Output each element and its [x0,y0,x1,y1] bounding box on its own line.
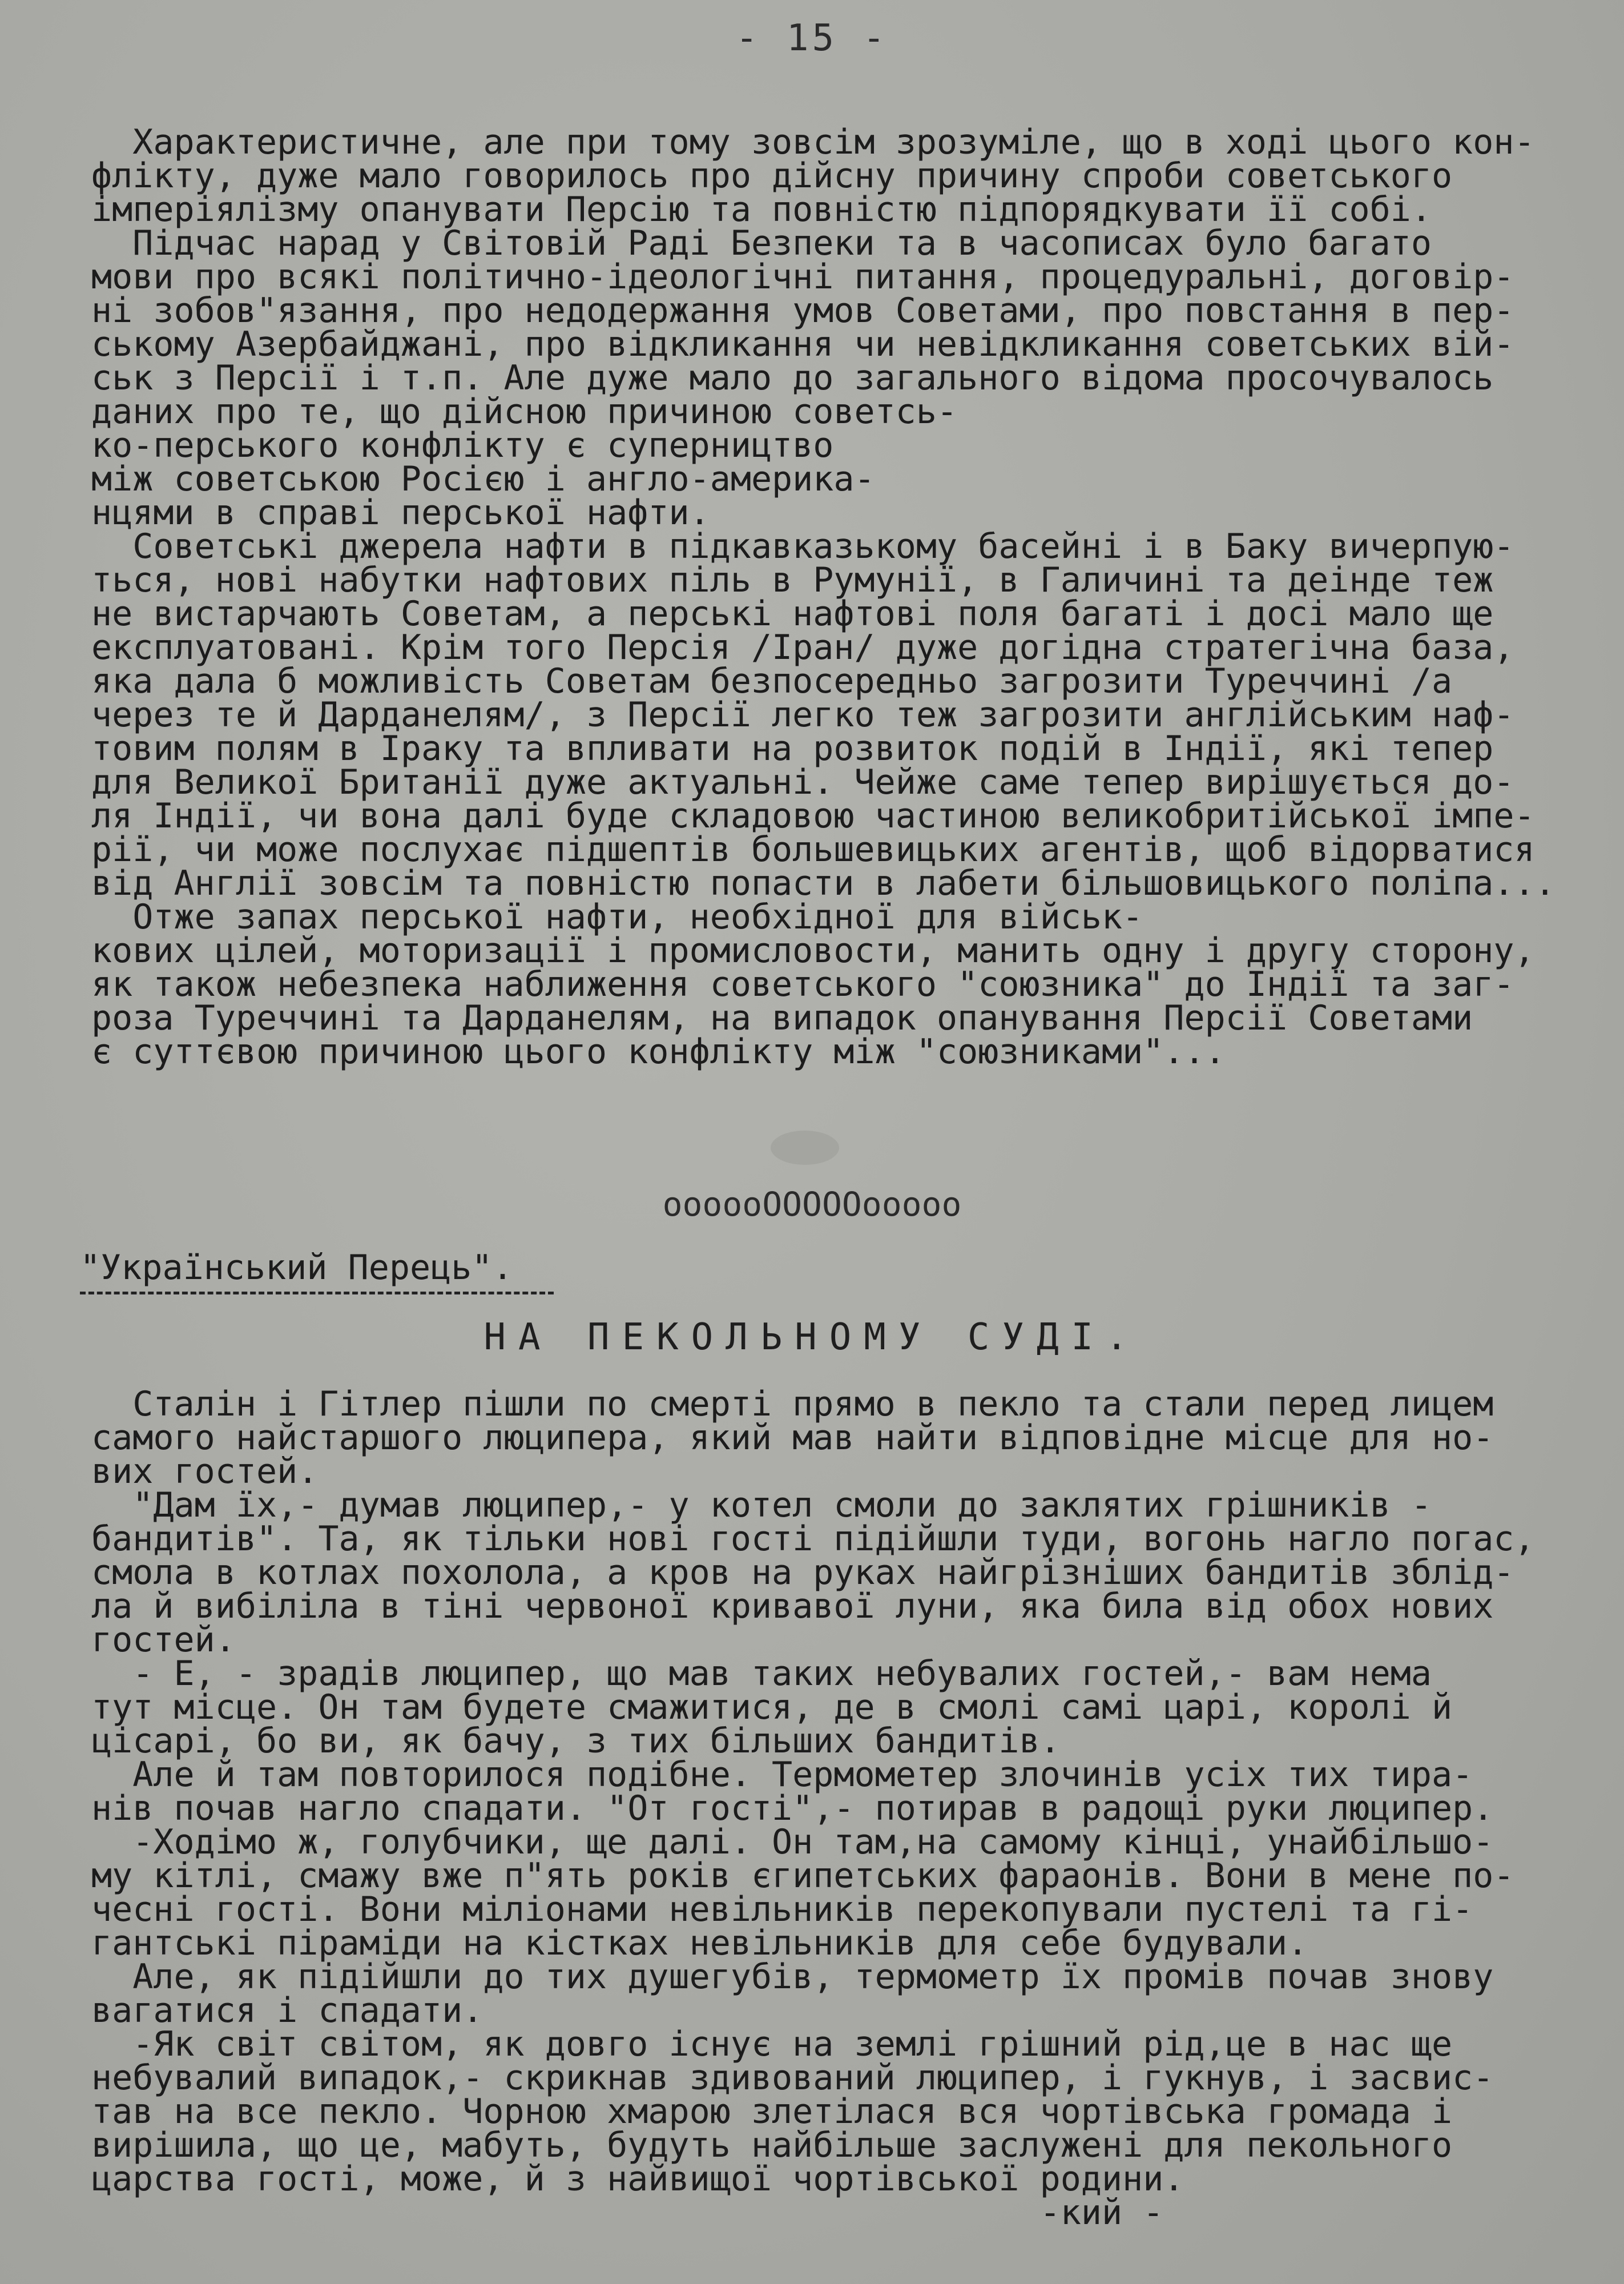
text-line: ля Індії, чи вона далі буде складовою частиною великобритійської імпе- [91,796,1535,836]
text-line: нів почав нагло спадати. "От гості",- потирав в радощі руки люципер. [91,1788,1494,1828]
text-line: ськ з Персії і т.п. Але дуже мало до загального відома просочувалось [91,358,1494,398]
text-line: -Ходімо ж, голубчики, ще далі. Он там,на самому кінці, унайбільшо- [91,1822,1494,1862]
text-line: цісарі, бо ви, як бачу, з тих більших бандитів. [91,1721,1061,1761]
text-line: ться, нові набутки нафтових піль в Румунії, в Галичині та деінде теж [91,560,1494,600]
text-line: вих гостей. [91,1451,319,1491]
text-line: Підчас нарад у Світовій Раді Безпеки та в часописах було багато [91,223,1432,263]
story-text [91,1384,1553,2233]
text-line: експлуатовані. Крім того Персія /Іран/ дуже догідна стратегічна база, [91,628,1514,667]
text-line: ському Азербайджані, про відкликання чи невідкликання советських вій- [91,324,1514,364]
text-line: - Е, - зрадів люципер, що мав таких небувалих гостей,- вам нема [91,1654,1432,1694]
text-line: Советські джерела нафти в підкавказькому басейні і в Баку вичерпую- [91,526,1514,566]
text-line: му кітлі, смажу вже п"ять років єгипетських фараонів. Вони в мене по- [91,1856,1514,1896]
text-line: Сталін і Гітлер пішли по смерті прямо в пекло та стали перед лицем [91,1384,1494,1424]
story-title: НА ПЕКОЛЬНОМУ СУДІ. [483,1316,1141,1358]
text-line: бандитів". Та, як тільки нові гості підійшли туди, вогонь нагло погас, [91,1519,1535,1559]
text-line: самого найстаршого люципера, який мав найти відповідне місце для но- [91,1418,1494,1458]
paper-stain [771,1131,839,1165]
source-underline [80,1292,554,1294]
text-line: кових цілей, моторизації і промисловости, манить одну і другу сторону, [91,931,1535,971]
text-line: рії, чи може послухає підшептів большевицьких агентів, щоб відорватися [91,830,1535,870]
text-line: Але й там повторилося подібне. Термометер злочинів усіх тих тира- [91,1755,1473,1795]
text-line: тав на все пекло. Чорною хмарою злетілася вся чортівська громада і [91,2092,1453,2132]
text-line: для Великої Британії дуже актуальні. Чейже саме тепер вирішується до- [91,762,1514,802]
text-line: роза Туреччині та Дарданелям, на випадок опанування Персії Советами [91,998,1473,1038]
text-line: нцями в справі перської нафти. [91,493,710,533]
text-line: імперіялізму опанувати Персію та повністю підпорядкувати її собі. [91,190,1432,230]
article-text [91,122,1556,1072]
text-line: ко-перського конфлікту є суперництво [91,425,834,465]
text-line: між советською Росією і англо-америка- [91,459,875,499]
page-number: - 15 - [735,17,889,59]
text-line: від Англії зовсім та повністю попасти в лабети більшовицького поліпа... [91,863,1556,903]
section-separator: oooooOOOOOooooo [662,1185,962,1224]
text-line: ла й вибіліла в тіні червоної кривавої луни, яка била від обох нових [91,1586,1494,1626]
text-line: через те й Дарданелям/, з Персії легко теж загрозити англійським наф- [91,695,1514,735]
text-line: небувалий випадок,- скрикнав здивований люципер, і гукнув, і засвис- [91,2058,1494,2098]
text-line: тут місце. Он там будете смажитися, де в смолі самі царі, королі й [91,1687,1453,1727]
text-line: даних про те, що дійсною причиною советсь- [91,392,958,432]
text-line: -Як світ світом, як довго існує на землі грішний рід,це в нас ще [91,2024,1453,2064]
text-line: фліктy, дуже мало говорилось про дійсну причину спроби советського [91,156,1453,196]
text-line: є суттєвою причиною цього конфлікту між "союзниками"... [91,1032,1226,1072]
text-line: ні зобов"язання, про недодержання умов Советами, про повстання в пер- [91,291,1514,331]
text-line: вагатися і спадати. [91,1991,483,2030]
text-line: товим полям в Іраку та впливати на розвиток подій в Індії, які тепер [91,729,1494,769]
text-line: гантські піраміди на кістках невільників для себе будували. [91,1923,1308,1963]
text-line: чесні гості. Вони міліонами невільників перекопували пустелі та гі- [91,1889,1473,1929]
text-line: Але, як підійшли до тих душегубів, термометр їх промів почав знову [91,1957,1494,1997]
text-line: смола в котлах похолола, а кров на руках найгрізніших бандитів зблід- [91,1553,1514,1593]
text-line: не вистарчають Советам, а перські нафтові поля багаті і досі мало ще [91,594,1494,634]
text-line: царства гості, може, й з найвищої чортівської родини. [91,2159,1184,2199]
text-line: вирішила, що це, мабуть, будуть найбільше заслужені для пекольного [91,2125,1453,2165]
text-line: гостей. [91,1620,236,1660]
text-line: яка дала б можливість Советам безпосередньо загрозити Туреччині /а [91,661,1453,701]
text-line: -кий - [91,2193,1164,2233]
text-line: як також небезпека наближення советського "союзника" до Індії та заг- [91,964,1514,1004]
text-line: мови про всякі політично-ідеологічні питання, процедуральні, договір- [91,257,1514,297]
text-line: Характеристичне, але при тому зовсім зрозуміле, що в ході цього кон- [91,122,1535,162]
text-line: "Дам їх,- думав люципер,- у котел смоли до заклятих грішників - [91,1485,1432,1525]
source-title: "Український Перець". [80,1248,513,1288]
text-line: Отже запах перської нафти, необхідної для військ- [91,897,1143,937]
